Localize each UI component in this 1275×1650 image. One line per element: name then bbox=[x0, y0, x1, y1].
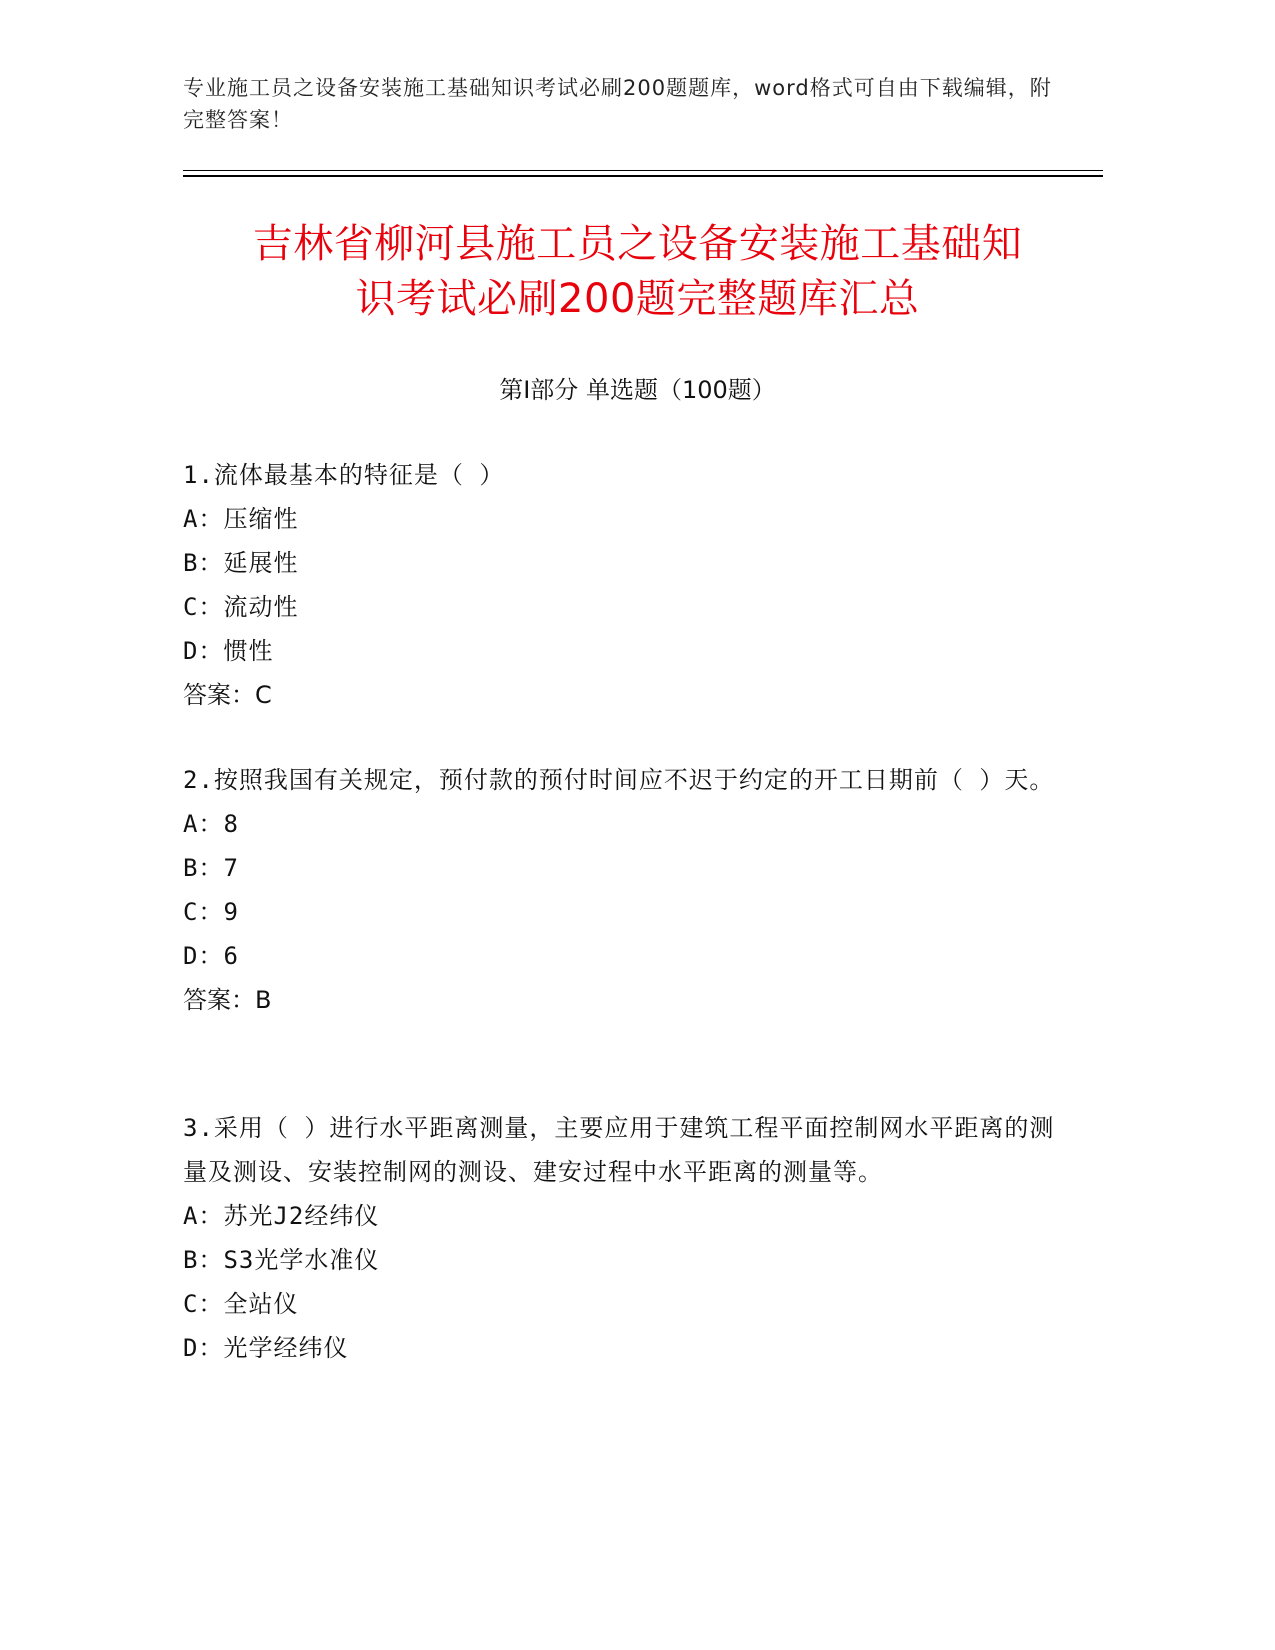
title-line-1: 吉林省柳河县施工员之设备安装施工基础知 bbox=[252, 221, 1023, 267]
option-d: D：惯性 bbox=[183, 637, 274, 665]
option-b: B：延展性 bbox=[183, 549, 299, 577]
option-a: A：压缩性 bbox=[183, 505, 299, 533]
answer-label: 答案：B bbox=[183, 986, 272, 1014]
header-divider-thick bbox=[183, 175, 1103, 177]
option-b: B：7 bbox=[183, 854, 239, 882]
title-line-2: 识考试必刷200题完整题库汇总 bbox=[355, 276, 920, 322]
option-d: D：6 bbox=[183, 942, 239, 970]
option-c: C：流动性 bbox=[183, 593, 299, 621]
question-3 bbox=[183, 1106, 1063, 1370]
option-a: A：苏光J2经纬仪 bbox=[183, 1202, 380, 1230]
question-stem: 3.采用（ ）进行水平距离测量，主要应用于建筑工程平面控制网水平距离的测量及测设、安装控制网的测设、建安过程中水平距离的测量等。 bbox=[183, 1114, 1055, 1186]
option-a: A：8 bbox=[183, 810, 239, 838]
option-c: C：9 bbox=[183, 898, 239, 926]
section-heading: 第Ⅰ部分 单选题（100题） bbox=[499, 376, 776, 404]
option-d: D：光学经纬仪 bbox=[183, 1334, 349, 1362]
question-stem: 2.按照我国有关规定，预付款的预付时间应不迟于约定的开工日期前（ ）天。 bbox=[183, 766, 1055, 794]
question-2 bbox=[183, 758, 1063, 1022]
option-c: C：全站仪 bbox=[183, 1290, 299, 1318]
document-title bbox=[150, 217, 1125, 327]
option-b: B：S3光学水准仪 bbox=[183, 1246, 380, 1274]
header-note: 专业施工员之设备安装施工基础知识考试必刷200题题库，word格式可自由下载编辑，附完整答案！ bbox=[183, 76, 1052, 132]
question-1 bbox=[183, 453, 1063, 717]
question-stem: 1.流体最基本的特征是（ ） bbox=[183, 461, 505, 489]
header-divider-thin bbox=[183, 170, 1103, 171]
answer-label: 答案：C bbox=[183, 681, 272, 709]
